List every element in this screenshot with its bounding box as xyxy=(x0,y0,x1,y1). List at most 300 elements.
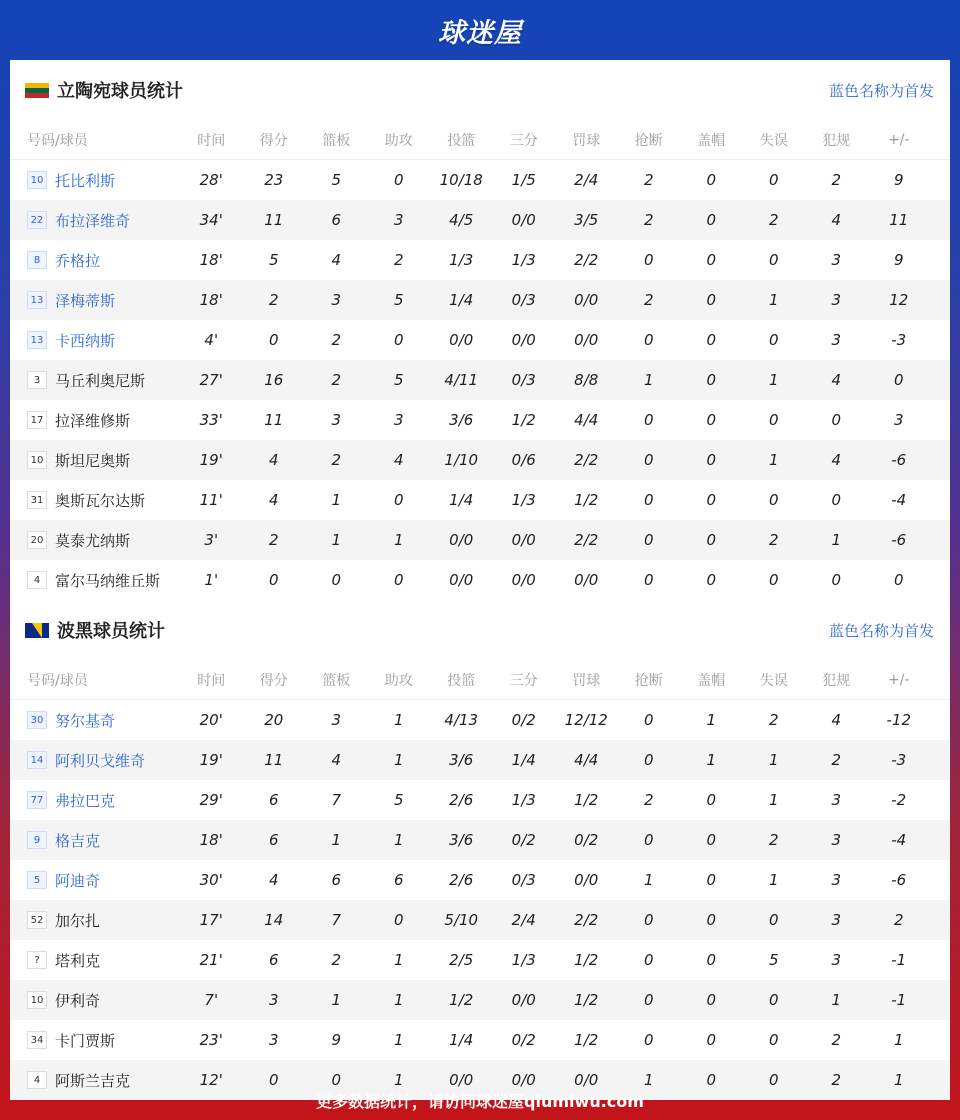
stat-cell: 11 xyxy=(264,211,284,229)
stat-cell: 1/5 xyxy=(511,171,536,189)
stat-cell: 12/12 xyxy=(564,711,608,729)
stat-cell: 0 xyxy=(706,171,717,189)
player-name-link[interactable]: 阿利贝戈维奇 xyxy=(55,751,146,770)
player-name-link[interactable]: 富尔马纳维丘斯 xyxy=(55,571,161,590)
stat-cell: 5 xyxy=(268,251,279,269)
player-cell xyxy=(10,290,180,311)
stat-cell: 0/0 xyxy=(511,571,536,589)
stat-cell: 3 xyxy=(268,991,279,1009)
stat-cell: 19' xyxy=(199,751,223,769)
stat-cell: 18' xyxy=(199,831,223,849)
stat-cell: 1 xyxy=(893,1071,904,1089)
stat-cell: 1/2 xyxy=(574,991,599,1009)
stat-cell: 1/3 xyxy=(511,791,536,809)
stat-cell: 0 xyxy=(706,571,717,589)
stat-cell: 0 xyxy=(393,491,404,509)
stat-cell: 4' xyxy=(204,331,219,349)
stat-cell: 0/0 xyxy=(449,331,474,349)
stat-cell: 0 xyxy=(643,911,654,929)
jersey-number-badge: 22 xyxy=(27,211,47,229)
stat-cell: 0 xyxy=(331,571,342,589)
stat-cell: 3 xyxy=(831,331,842,349)
stat-cell: 3 xyxy=(393,211,404,229)
player-cell xyxy=(10,570,180,591)
stat-cell: 20 xyxy=(264,711,284,729)
player-cell xyxy=(10,950,180,971)
column-header[interactable]: 盖帽 xyxy=(697,132,726,149)
player-name-link[interactable]: 布拉泽维奇 xyxy=(55,211,131,230)
jersey-number-badge: 14 xyxy=(27,751,47,769)
player-name-link[interactable]: 乔格拉 xyxy=(55,251,101,270)
column-header[interactable]: 得分 xyxy=(259,672,288,689)
table-row[interactable] xyxy=(10,1020,950,1060)
stat-cell: 3 xyxy=(331,411,342,429)
table-row[interactable] xyxy=(10,280,950,320)
stat-cell: 5 xyxy=(331,171,342,189)
column-header[interactable]: 号码/球员 xyxy=(27,132,88,149)
stat-cell: 11 xyxy=(264,411,284,429)
stat-cell: 1 xyxy=(706,711,717,729)
table-row[interactable] xyxy=(10,320,950,360)
section-title xyxy=(10,60,950,120)
stat-cell: 7 xyxy=(331,911,342,929)
stat-cell: 1 xyxy=(393,1031,404,1049)
stat-cell: 4/4 xyxy=(574,751,599,769)
jersey-number-badge: 9 xyxy=(27,831,47,849)
stat-cell: 0 xyxy=(268,1071,279,1089)
stat-cell: -1 xyxy=(891,991,907,1009)
stat-cell: 1/10 xyxy=(444,451,479,469)
stat-cell: 1 xyxy=(331,991,342,1009)
stat-cell: 1 xyxy=(331,831,342,849)
stat-cell: 9 xyxy=(331,1031,342,1049)
starter-legend: 蓝色名称为首发 xyxy=(828,622,934,640)
stat-cell: 3 xyxy=(831,251,842,269)
column-header[interactable]: 投篮 xyxy=(447,672,476,689)
stat-cell: 0 xyxy=(643,991,654,1009)
stat-cell: 0 xyxy=(768,1031,779,1049)
player-name-link[interactable]: 卡门贾斯 xyxy=(55,1031,116,1050)
table-row[interactable] xyxy=(10,240,950,280)
stat-cell: 5 xyxy=(393,791,404,809)
column-header[interactable]: 时间 xyxy=(197,672,226,689)
stat-cell: 1/2 xyxy=(511,411,536,429)
jersey-number-badge: ? xyxy=(27,951,47,969)
stat-cell: 0 xyxy=(643,411,654,429)
stat-cell: 0/2 xyxy=(511,831,536,849)
player-name-link[interactable]: 泽梅蒂斯 xyxy=(55,291,116,310)
stat-cell: 3 xyxy=(831,871,842,889)
column-header[interactable]: 三分 xyxy=(509,132,538,149)
player-cell xyxy=(10,910,180,931)
stat-cell: 2 xyxy=(331,331,342,349)
stat-cell: 29' xyxy=(199,791,223,809)
column-header[interactable]: 三分 xyxy=(509,672,538,689)
stat-cell: 0 xyxy=(768,251,779,269)
player-name-link[interactable]: 弗拉巴克 xyxy=(55,791,116,810)
stat-cell: 2/2 xyxy=(574,531,599,549)
stat-cell: 0 xyxy=(706,1071,717,1089)
stat-cell: 1 xyxy=(831,531,842,549)
table-row[interactable] xyxy=(10,160,950,200)
stat-cell: 2 xyxy=(393,251,404,269)
stat-cell: 0 xyxy=(268,571,279,589)
table-row[interactable] xyxy=(10,400,950,440)
stat-cell: 0 xyxy=(393,571,404,589)
stat-cell: 2 xyxy=(831,1071,842,1089)
stat-cell: 0 xyxy=(893,571,904,589)
stat-cell: 23' xyxy=(199,1031,223,1049)
stat-cell: 0 xyxy=(706,451,717,469)
stat-cell: 0/3 xyxy=(511,871,536,889)
stat-cell: 0/3 xyxy=(511,291,536,309)
stat-cell: 21' xyxy=(199,951,223,969)
starter-legend: 蓝色名称为首发 xyxy=(828,82,934,100)
jersey-number-badge: 17 xyxy=(27,411,47,429)
player-name-link[interactable]: 托比利斯 xyxy=(55,171,116,190)
stat-cell: 0 xyxy=(768,491,779,509)
stat-cell: 3 xyxy=(831,911,842,929)
stat-cell: 0/0 xyxy=(511,531,536,549)
stat-cell: 2 xyxy=(893,911,904,929)
stat-cell: 2 xyxy=(643,291,654,309)
column-header[interactable]: 盖帽 xyxy=(697,672,726,689)
table-row[interactable] xyxy=(10,700,950,740)
stat-cell: 2/2 xyxy=(574,251,599,269)
stat-cell: 8/8 xyxy=(574,371,599,389)
stat-cell: 2/6 xyxy=(449,871,474,889)
stat-cell: 0 xyxy=(706,911,717,929)
table-row[interactable] xyxy=(10,360,950,400)
stat-cell: 2 xyxy=(643,171,654,189)
stat-cell: 0 xyxy=(268,331,279,349)
stat-cell: 11' xyxy=(199,491,223,509)
stat-cell: 7' xyxy=(204,991,219,1009)
stat-cell: 3 xyxy=(893,411,904,429)
stat-cell: 0 xyxy=(643,831,654,849)
site-logo[interactable]: 球迷屋 xyxy=(438,17,522,49)
jersey-number-badge: 77 xyxy=(27,791,47,809)
column-header[interactable]: 抢断 xyxy=(634,672,663,689)
stat-cell: 0 xyxy=(768,991,779,1009)
stat-cell: 0 xyxy=(893,371,904,389)
stat-cell: 3 xyxy=(831,791,842,809)
stat-cell: 0/0 xyxy=(511,1071,536,1089)
stat-cell: 5 xyxy=(768,951,779,969)
table-row[interactable] xyxy=(10,940,950,980)
stat-cell: 0/0 xyxy=(511,331,536,349)
stat-cell: 10/18 xyxy=(439,171,483,189)
stat-cell: 0 xyxy=(706,791,717,809)
stat-cell: -4 xyxy=(891,491,907,509)
player-name-link[interactable]: 努尔基奇 xyxy=(55,711,116,730)
stat-cell: 0 xyxy=(643,531,654,549)
player-name-link[interactable]: 奥斯瓦尔达斯 xyxy=(55,491,146,510)
stat-cell: 0 xyxy=(393,171,404,189)
footer-text[interactable]: 更多数据统计，请访问球迷屋qiumiwu.com xyxy=(316,1091,644,1111)
column-header[interactable]: 时间 xyxy=(197,132,226,149)
table-row[interactable] xyxy=(10,560,950,600)
stat-cell: 6 xyxy=(268,951,279,969)
player-cell xyxy=(10,250,180,271)
stat-cell: 0 xyxy=(706,991,717,1009)
stat-cell: 0 xyxy=(706,411,717,429)
stat-cell: 0 xyxy=(768,1071,779,1089)
jersey-number-badge: 34 xyxy=(27,1031,47,1049)
stat-cell: 1 xyxy=(768,751,779,769)
stat-cell: 4 xyxy=(831,711,842,729)
player-name-link[interactable]: 莫泰尤纳斯 xyxy=(55,531,131,550)
stat-cell: 11 xyxy=(889,211,909,229)
column-header[interactable]: +/- xyxy=(888,671,910,688)
player-cell xyxy=(10,750,180,771)
stat-cell: 1/4 xyxy=(511,751,536,769)
stat-cell: 2 xyxy=(768,211,779,229)
stat-cell: -6 xyxy=(891,531,907,549)
stat-cell: 2 xyxy=(768,831,779,849)
player-cell xyxy=(10,1030,180,1051)
column-header[interactable]: 失误 xyxy=(759,132,788,149)
player-name-link[interactable]: 阿斯兰吉克 xyxy=(55,1071,131,1090)
stat-cell: 6 xyxy=(331,211,342,229)
stat-cell: 1/3 xyxy=(449,251,474,269)
stat-cell: 3/6 xyxy=(449,411,474,429)
stat-cell: 1 xyxy=(831,991,842,1009)
team-section xyxy=(10,600,950,1100)
table-row[interactable] xyxy=(10,820,950,860)
stat-cell: 1/2 xyxy=(574,1031,599,1049)
stat-cell: -1 xyxy=(891,951,907,969)
player-name-link[interactable]: 加尔扎 xyxy=(55,911,101,930)
stat-cell: 0/2 xyxy=(511,1031,536,1049)
team-stats-heading: 立陶宛球员统计 xyxy=(57,81,183,102)
column-header[interactable]: 罚球 xyxy=(572,132,601,149)
stat-cell: 0 xyxy=(768,571,779,589)
player-cell xyxy=(10,450,180,471)
player-cell xyxy=(10,330,180,351)
stat-cell: 16 xyxy=(264,371,284,389)
stat-cell: 2 xyxy=(268,531,279,549)
column-header[interactable]: 罚球 xyxy=(572,672,601,689)
stat-cell: 2/4 xyxy=(511,911,536,929)
stat-cell: 7 xyxy=(331,791,342,809)
stat-cell: 1 xyxy=(768,871,779,889)
player-cell xyxy=(10,410,180,431)
stat-cell: 0/0 xyxy=(449,531,474,549)
column-header[interactable]: 篮板 xyxy=(322,132,351,149)
stat-cell: 0/0 xyxy=(449,571,474,589)
stat-cell: 0 xyxy=(706,1031,717,1049)
column-header[interactable]: +/- xyxy=(888,131,910,148)
stat-cell: 0 xyxy=(706,871,717,889)
lithuania-flag-icon xyxy=(25,83,49,98)
table-row[interactable] xyxy=(10,480,950,520)
stat-cell: 2 xyxy=(768,531,779,549)
player-name-link[interactable]: 斯坦尼奥斯 xyxy=(55,451,131,470)
stat-cell: 2/4 xyxy=(574,171,599,189)
stat-cell: 6 xyxy=(393,871,404,889)
stat-cell: 12 xyxy=(889,291,909,309)
stat-cell: 3' xyxy=(204,531,219,549)
player-name-link[interactable]: 格吉克 xyxy=(55,831,101,850)
stat-cell: 4/11 xyxy=(444,371,479,389)
stat-cell: 1 xyxy=(331,531,342,549)
stat-cell: 1 xyxy=(393,1071,404,1089)
stat-cell: 0 xyxy=(831,571,842,589)
stat-cell: 0/2 xyxy=(511,711,536,729)
stat-cell: 17' xyxy=(199,911,223,929)
stat-cell: 5 xyxy=(393,371,404,389)
stat-cell: 1 xyxy=(893,1031,904,1049)
column-header[interactable]: 得分 xyxy=(259,132,288,149)
app-header xyxy=(0,0,960,60)
stat-cell: 3 xyxy=(831,291,842,309)
table-row[interactable] xyxy=(10,780,950,820)
jersey-number-badge: 20 xyxy=(27,531,47,549)
stat-cell: 0 xyxy=(706,951,717,969)
column-header[interactable]: 号码/球员 xyxy=(27,672,88,689)
stat-cell: 0 xyxy=(643,711,654,729)
stat-cell: 19' xyxy=(199,451,223,469)
stat-cell: 5 xyxy=(393,291,404,309)
stat-cell: 0 xyxy=(643,571,654,589)
stat-cell: 34' xyxy=(199,211,223,229)
player-cell xyxy=(10,870,180,891)
stat-cell: 2/6 xyxy=(449,791,474,809)
stat-cell: 0/0 xyxy=(511,991,536,1009)
stat-cell: 2/2 xyxy=(574,451,599,469)
team-stats-heading: 波黑球员统计 xyxy=(57,621,165,642)
stat-cell: 1/2 xyxy=(449,991,474,1009)
table-row[interactable] xyxy=(10,860,950,900)
stat-cell: 0/0 xyxy=(574,571,599,589)
stat-cell: 2 xyxy=(768,711,779,729)
stat-cell: 0/6 xyxy=(511,451,536,469)
jersey-number-badge: 3 xyxy=(27,371,47,389)
player-cell xyxy=(10,170,180,191)
stat-cell: 1 xyxy=(706,751,717,769)
table-header xyxy=(10,660,950,700)
stat-cell: 3 xyxy=(831,831,842,849)
table-row[interactable] xyxy=(10,520,950,560)
stat-cell: 4 xyxy=(331,751,342,769)
stat-cell: 9 xyxy=(893,251,904,269)
stat-cell: 6 xyxy=(331,871,342,889)
stat-cell: 2 xyxy=(831,1031,842,1049)
player-name-link[interactable]: 拉泽维修斯 xyxy=(55,411,131,430)
stat-cell: 1 xyxy=(768,451,779,469)
stat-cell: 0 xyxy=(768,911,779,929)
column-header[interactable]: 投篮 xyxy=(447,132,476,149)
stat-cell: 0 xyxy=(706,211,717,229)
column-header[interactable]: 犯规 xyxy=(822,132,851,149)
stat-cell: 1/3 xyxy=(511,251,536,269)
stat-cell: 4 xyxy=(831,211,842,229)
stat-cell: 3 xyxy=(331,291,342,309)
stat-cell: 4 xyxy=(268,491,279,509)
stat-cell: 2 xyxy=(643,791,654,809)
stat-cell: 28' xyxy=(199,171,223,189)
stat-cell: 12' xyxy=(199,1071,223,1089)
jersey-number-badge: 5 xyxy=(27,871,47,889)
stat-cell: 14 xyxy=(264,911,284,929)
stat-cell: 1/2 xyxy=(574,491,599,509)
player-name-link[interactable]: 卡西纳斯 xyxy=(55,331,116,350)
stat-cell: 4 xyxy=(393,451,404,469)
stat-cell: 6 xyxy=(268,831,279,849)
column-header[interactable]: 抢断 xyxy=(634,132,663,149)
table-row[interactable] xyxy=(10,900,950,940)
stat-cell: 30' xyxy=(199,871,223,889)
stat-cell: 2 xyxy=(331,951,342,969)
column-header[interactable]: 犯规 xyxy=(822,672,851,689)
stat-cell: 1 xyxy=(768,791,779,809)
stat-cell: 0 xyxy=(831,491,842,509)
jersey-number-badge: 30 xyxy=(27,711,47,729)
stat-cell: 0/0 xyxy=(449,1071,474,1089)
table-row[interactable] xyxy=(10,440,950,480)
table-header xyxy=(10,120,950,160)
stat-cell: 0 xyxy=(768,411,779,429)
table-row[interactable] xyxy=(10,740,950,780)
player-name-link[interactable]: 塔利克 xyxy=(55,951,101,970)
jersey-number-badge: 10 xyxy=(27,451,47,469)
stat-cell: 27' xyxy=(199,371,223,389)
stat-cell: 0/0 xyxy=(574,871,599,889)
stat-cell: 0/0 xyxy=(574,1071,599,1089)
stat-cell: 1 xyxy=(393,951,404,969)
column-header[interactable]: 助攻 xyxy=(384,132,413,149)
player-name-link[interactable]: 马丘利奥尼斯 xyxy=(55,371,146,390)
bosnia-flag-icon xyxy=(25,623,49,638)
table-row[interactable] xyxy=(10,200,950,240)
player-name-link[interactable]: 阿迪奇 xyxy=(55,871,101,890)
team-sections xyxy=(10,60,950,1100)
stat-cell: 1/3 xyxy=(511,491,536,509)
stat-cell: 2 xyxy=(331,451,342,469)
column-header[interactable]: 篮板 xyxy=(322,672,351,689)
stat-cell: 0 xyxy=(706,371,717,389)
stat-cell: 0 xyxy=(331,1071,342,1089)
footer-banner xyxy=(0,1080,960,1120)
stat-cell: 2 xyxy=(831,171,842,189)
player-name-link[interactable]: 伊利奇 xyxy=(55,991,101,1010)
stat-cell: 0 xyxy=(393,911,404,929)
jersey-number-badge: 10 xyxy=(27,171,47,189)
column-header[interactable]: 失误 xyxy=(759,672,788,689)
stat-cell: 18' xyxy=(199,251,223,269)
stat-cell: 1 xyxy=(331,491,342,509)
stat-cell: 0 xyxy=(706,491,717,509)
stat-cell: 3 xyxy=(268,1031,279,1049)
stat-cell: 1/2 xyxy=(574,791,599,809)
stats-card xyxy=(10,60,950,1090)
jersey-number-badge: 10 xyxy=(27,991,47,1009)
stat-cell: 3 xyxy=(331,711,342,729)
jersey-number-badge: 4 xyxy=(27,1071,47,1089)
stat-cell: 0 xyxy=(768,171,779,189)
stat-cell: 33' xyxy=(199,411,223,429)
column-header[interactable]: 助攻 xyxy=(384,672,413,689)
stat-cell: 0 xyxy=(643,451,654,469)
stat-cell: 0/0 xyxy=(574,291,599,309)
stat-cell: 0/2 xyxy=(574,831,599,849)
table-row[interactable] xyxy=(10,980,950,1020)
stat-cell: 4 xyxy=(268,871,279,889)
stat-cell: 1 xyxy=(393,831,404,849)
stat-cell: 5/10 xyxy=(444,911,479,929)
stat-cell: 0 xyxy=(706,531,717,549)
